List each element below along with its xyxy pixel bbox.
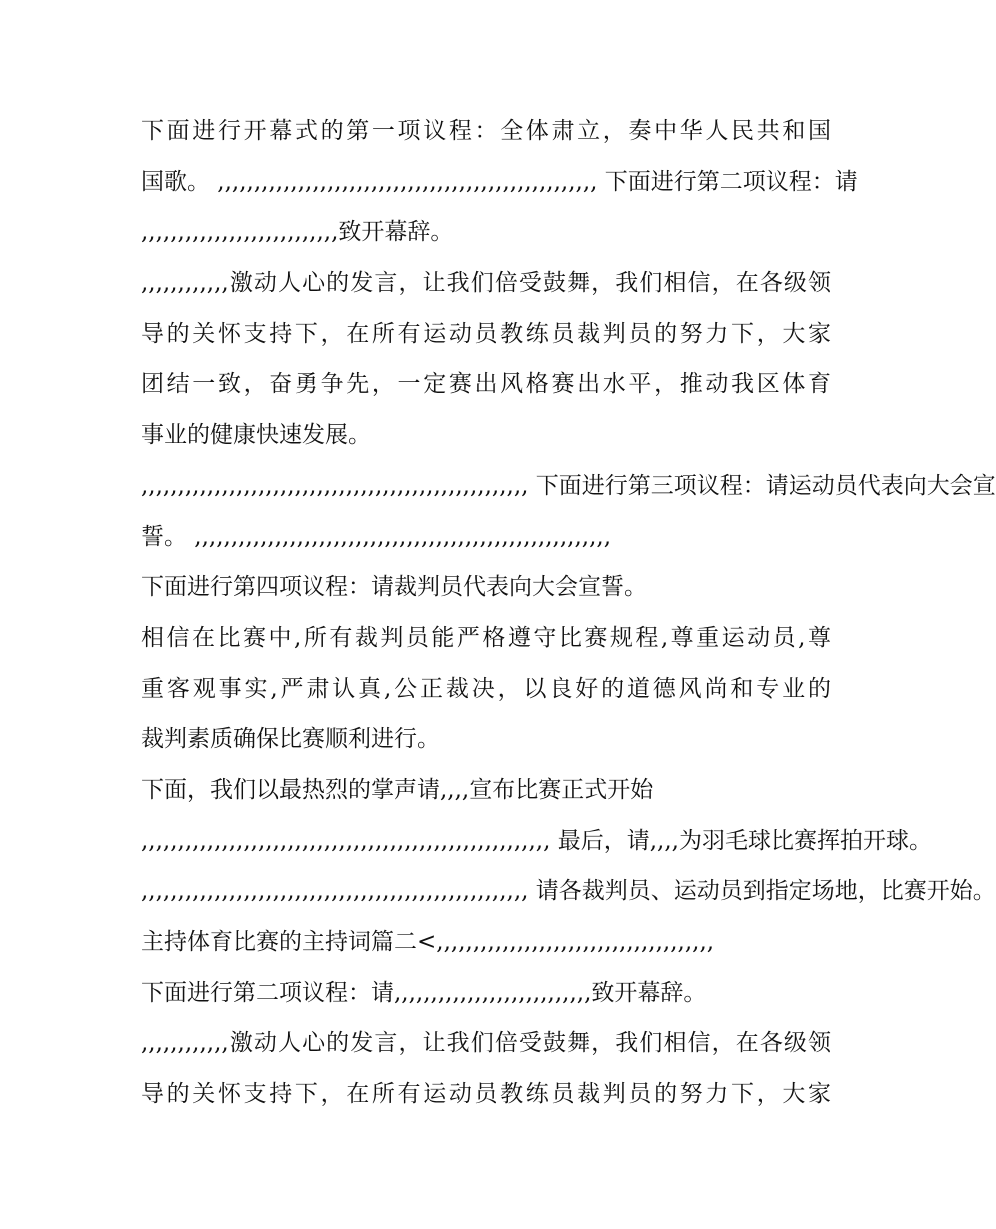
- text-line: 国歌。 ,,,,,,,,,,,,,,,,,,,,,,,,,,,,,,,,,,,,,,,,,,,,,,,,,,,, 下面进行第二项议程：请: [141, 168, 858, 195]
- text-line: 导的关怀支持下，在所有运动员教练员裁判员的努力下，大家: [141, 1081, 831, 1108]
- text-line: 裁判素质确保比赛顺利进行。: [141, 726, 440, 753]
- text-line: 重客观事实,严肃认真,公正裁决，以良好的道德风尚和专业的: [141, 675, 831, 702]
- text-line: 团结一致，奋勇争先，一定赛出风格赛出水平，推动我区体育: [141, 371, 831, 398]
- text-line: 下面进行第二项议程：请,,,,,,,,,,,,,,,,,,,,,,,,,,,致开幕辞。: [141, 979, 707, 1006]
- text-line: ,,,,,,,,,,,,,,,,,,,,,,,,,,,,,,,,,,,,,,,,,,,,,,,,,,,,, 下面进行第三项议程：请运动员代表向大会宣: [141, 472, 996, 499]
- text-line: 相信在比赛中,所有裁判员能严格遵守比赛规程,尊重运动员,尊: [141, 624, 831, 651]
- text-line: 誓。 ,,,,,,,,,,,,,,,,,,,,,,,,,,,,,,,,,,,,,,,,,,,,,,,,,,,,,,,,,: [141, 523, 612, 550]
- document-body: [141, 106, 996, 1120]
- text-line: 主持体育比赛的主持词篇二<,,,,,,,,,,,,,,,,,,,,,,,,,,,,,,,,,,,,,,: [141, 929, 715, 955]
- text-line: 导的关怀支持下，在所有运动员教练员裁判员的努力下，大家: [141, 320, 831, 347]
- text-line: 下面进行第四项议程：请裁判员代表向大会宣誓。: [141, 574, 647, 601]
- text-line: 事业的健康快速发展。: [141, 422, 371, 449]
- text-line: ,,,,,,,,,,,,激动人心的发言，让我们倍受鼓舞，我们相信，在各级领: [141, 1030, 831, 1057]
- text-line: ,,,,,,,,,,,,激动人心的发言，让我们倍受鼓舞，我们相信，在各级领: [141, 270, 831, 297]
- text-line: ,,,,,,,,,,,,,,,,,,,,,,,,,,,致开幕辞。: [141, 219, 454, 246]
- text-line: 下面，我们以最热烈的掌声请,,,,宣布比赛正式开始: [141, 776, 654, 803]
- text-line: ,,,,,,,,,,,,,,,,,,,,,,,,,,,,,,,,,,,,,,,,,,,,,,,,,,,,, 请各裁判员、运动员到指定场地，比赛开始。: [141, 878, 996, 905]
- text-line: 下面进行开幕式的第一项议程：全体肃立，奏中华人民共和国: [141, 118, 831, 144]
- text-line: ,,,,,,,,,,,,,,,,,,,,,,,,,,,,,,,,,,,,,,,,,,,,,,,,,,,,,,,, 最后，请,,,,为羽毛球比赛挥拍开球。: [141, 827, 932, 854]
